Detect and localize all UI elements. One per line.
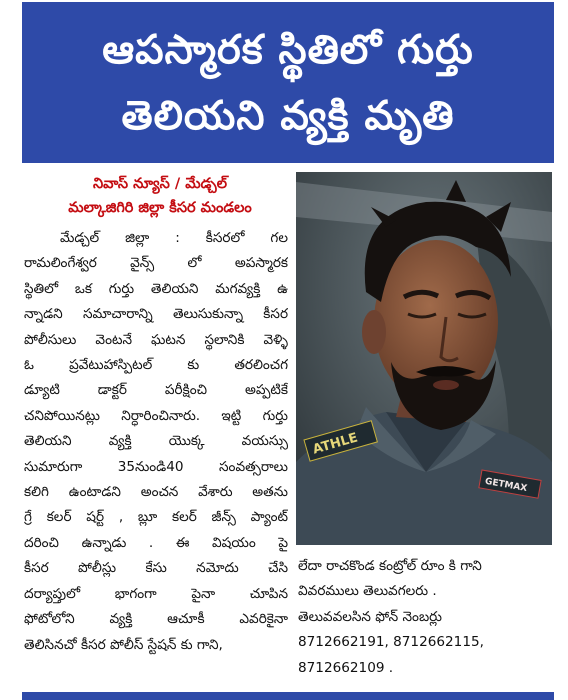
article-line: కీసర పోలీస్లు కేసు నమోదు చేసి	[24, 560, 288, 577]
byline	[30, 172, 290, 220]
article-line: దర్యాప్తులో భాగంగా పైనా చూపిన	[24, 585, 288, 602]
contact-line: లేదా రాచకొండ కంట్రోల్ రూం కి గాని	[298, 558, 482, 574]
shirt-patch-text: GETMAX	[484, 476, 528, 495]
article-line: రామలింగేశ్వర వైన్స్ లో అపస్మారక	[24, 255, 288, 272]
phone-numbers-line: 8712662191, 8712662115,	[298, 634, 484, 651]
deceased-person-photo	[296, 172, 552, 545]
phone-numbers-line: 8712662109 .	[298, 659, 394, 676]
headline-line-1: ఆపస్మారక స్థితిలో గుర్తు	[102, 26, 474, 73]
bottom-divider	[22, 692, 554, 700]
article-line: దరించి ఉన్నాడు . ఈ విషయం పై	[24, 534, 288, 551]
article-line: పోలీసులు వెంటనే ఘటన స్థలానికి వెళ్ళి	[24, 331, 288, 348]
article-line: ఓ ప్రవేటుహాస్పిటల్ కు తరలించగ	[24, 357, 288, 374]
article-line: తెలియని వ్యక్తి యొక్క వయస్సు	[24, 433, 288, 450]
byline-line-1: నివాస్ న్యూస్ / మేడ్చల్	[93, 176, 227, 192]
contact-line: వివరములు తెలువగలరు .	[298, 583, 437, 600]
headline-banner	[22, 2, 554, 163]
article-line: ఫోటోలోని వ్యక్తి ఆచూకీ ఎవరికైనా	[24, 611, 288, 628]
article-line: సుమారుగా 35నుండి40 సంవత్సరాలు	[24, 458, 288, 475]
shirt-badge-text: ATHLE	[311, 430, 360, 458]
article-line: స్థితిలో ఒక గుర్తు తెలియని మగవ్యక్తి ఉ	[24, 280, 288, 297]
headline-line-2: తెలియని వ్యక్తి మృతి	[121, 92, 455, 139]
article-line: తెలిసినచో కీసర పోలీస్ స్టేషన్ కు గాని,	[24, 636, 223, 653]
contact-line: తెలువవలసిన ఫోన్ నెంబర్లు	[298, 608, 442, 625]
byline-line-2: మల్కాజిగిరి జిల్లా కీసర మండలం	[68, 200, 252, 216]
article-line: డ్యూటి డాక్టర్ పరీక్షించి అప్పటికే	[24, 382, 288, 399]
photo-illustration	[296, 172, 552, 545]
article-line: న్నాడని సమాచారాన్ని తెలుసుకున్నా కీసర	[24, 306, 288, 323]
article-line: మేడ్చల్ జిల్లా : కీసరలో గల	[60, 230, 288, 246]
article-line: కలిగి ఉంటాడని అంచన వేశారు అతను	[24, 484, 288, 501]
article-line: చనిపోయినట్లు నిర్ధారించినారు. ఇట్టి గుర్తు	[24, 407, 288, 424]
contact-info	[298, 554, 560, 681]
article-body	[24, 226, 288, 658]
article-line: గ్రే కలర్ షర్ట్ , బ్లూ కలర్ జీన్స్ ప్యాంట్	[24, 509, 288, 526]
